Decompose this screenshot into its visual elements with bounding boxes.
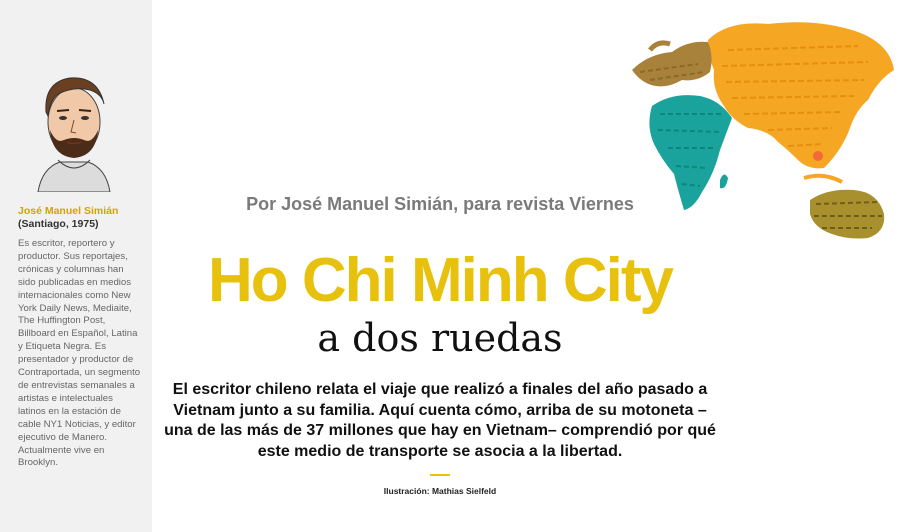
asia-shape xyxy=(708,22,894,168)
article-subtitle: a dos ruedas xyxy=(317,316,563,360)
author-sidebar xyxy=(0,0,152,532)
author-name: José Manuel Simián xyxy=(18,205,119,217)
article-title: Ho Chi Minh City xyxy=(208,246,672,315)
author-portrait xyxy=(18,60,130,192)
article-byline: Por José Manuel Simián, para revista Viernes xyxy=(246,194,634,214)
europe-shape xyxy=(632,42,712,87)
location-marker-icon xyxy=(813,151,823,161)
illustration-credit: Ilustración: Mathias Sielfeld xyxy=(383,486,497,496)
article-lead: El escritor chileno relata el viaje que realizó a finales del año pasado a Vietnam junto a su familia. Aquí cuenta cómo, arriba de su motoneta –una de las más de 37 millones que hay en Vietnam– comprendió por qué este medio de transporte se asocia a la libertad. xyxy=(164,381,716,460)
author-bio: Es escritor, reportero y productor. Sus reportajes, crónicas y columnas han sido publicadas en medios internacionales como New York Daily News, Mediaite, The Huffington Post, Billboard en Español, Latina y Etiqueta Negra. Es presentador y productor de Contraportada, un segmento de entrevistas semanales a artistas e intelectuales latinos en la estación de cable NY1 Noticias, y editor ejecutivo de Manero. Actualmente vive en Brooklyn. xyxy=(18,238,141,469)
divider-rule xyxy=(430,474,450,476)
author-birth: (Santiago, 1975) xyxy=(18,218,99,230)
australia-shape xyxy=(810,190,884,239)
africa-shape xyxy=(649,95,732,210)
